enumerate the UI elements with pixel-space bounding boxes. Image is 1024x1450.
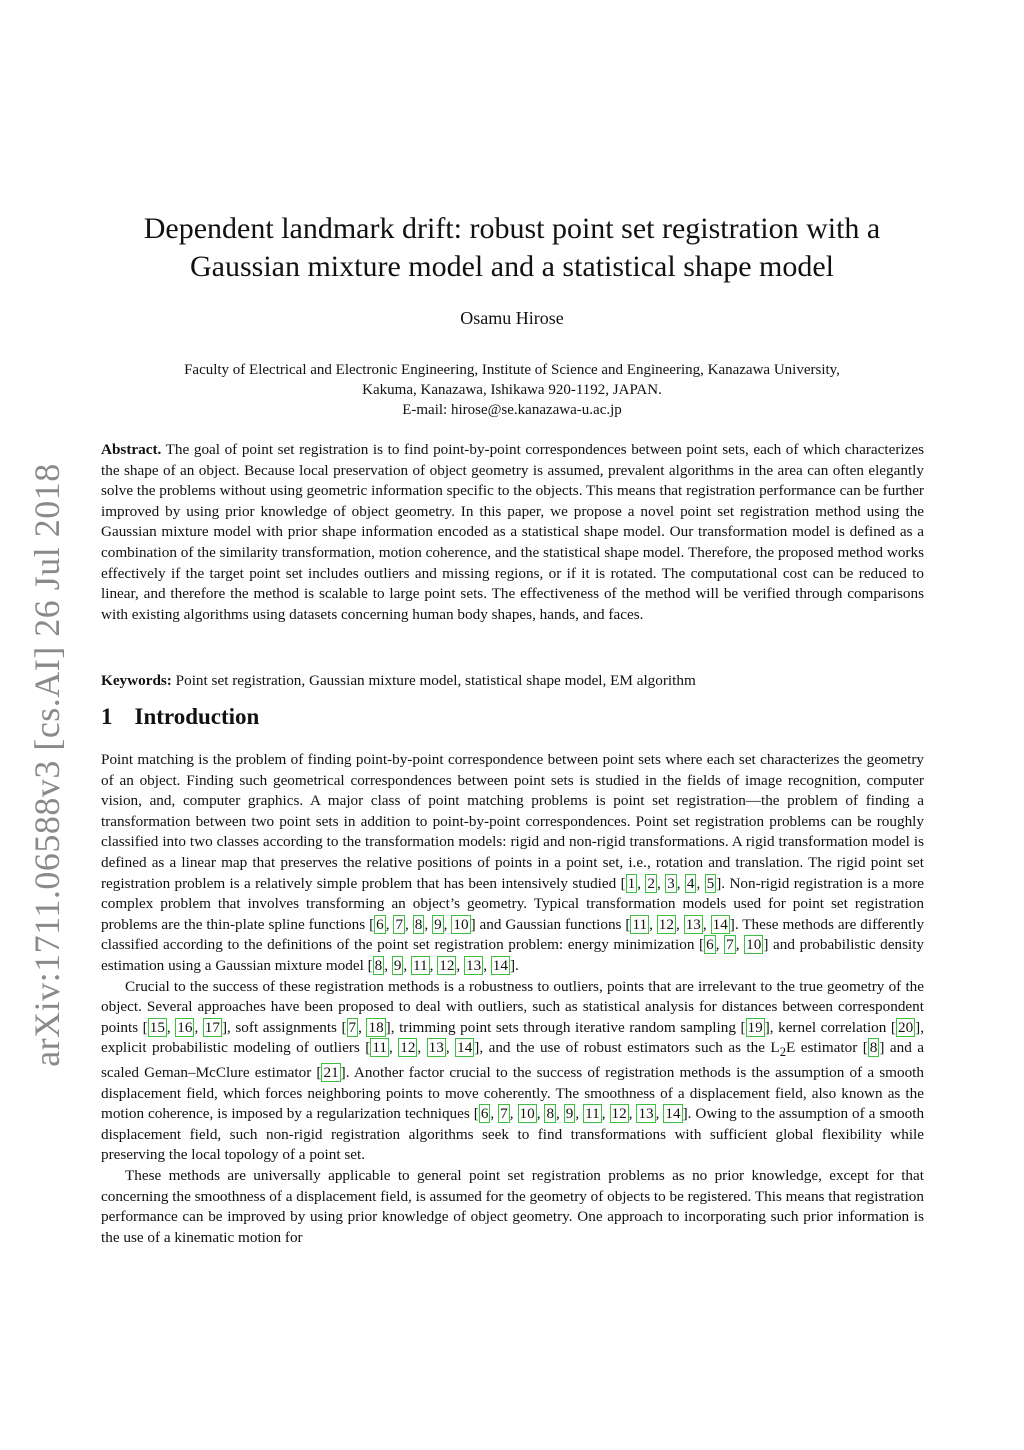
text-run: ], trimming point sets through iterative random sampling [ [385,1018,746,1036]
abstract-text: The goal of point set registration is to find point-by-point correspondences between point sets, each of which characterizes the shape of an object. Because local preservation of object geometry is assumed, prevalent algorithms in the area can often elegantly solve the problems without using geometric information specific to the objects. This means that registration performance can be further improved by using prior knowledge of object geometry. In this paper, we propose a novel point set registration method using the Gaussian mixture model with prior shape information encoded as a statistical shape model. Our transformation model is defined as a combination of the similarity transformation, motion coherence, and the statistical shape model. Therefore, the proposed method works effectively if the target point set includes outliers and missing regions, or if it is rotated. The computational cost can be reduced to linear, and therefore the method is scalable to large point sets. The effectiveness of the method will be verified through comparisons with existing algorithms using datasets concerning human body shapes, hands, and faces. [101,441,924,623]
title-line-1: Dependent landmark drift: robust point set registration with a [143,212,881,245]
text-run: ] and Gaussian functions [ [470,915,631,933]
keywords-text: Point set registration, Gaussian mixture model, statistical shape model, EM algorithm [175,672,696,689]
citation-link[interactable]: 9 [393,956,402,974]
author-affiliation [100,360,924,420]
citation-link[interactable]: 12 [658,915,674,933]
text-run: ]. These methods are differently classified according to the definitions of the point set registration problem: energy minimization [ [101,915,925,954]
text-run: Crucial to the success of these registration methods is a robustness to outliers, points that are irrelevant to the true geometry of the object. Several approaches have been proposed to deal with outliers, such as statistical analysis for distances between correspondent points [ [101,977,924,1036]
citation-link[interactable]: 12 [611,1105,627,1123]
text-run: ] and probabilistic density estimation using a Gaussian mixture model [ [101,936,925,974]
citation-link[interactable]: 8 [374,956,383,974]
section-number: 1 [101,704,113,729]
text-run: Point matching is the problem of finding point-by-point correspondence between point sets where each set characterizes the geometry of an object. Finding such geometrical correspondences between point sets is studied in the fields of image recognition, computer vision, and, computer graphics. A major class of point matching problems is point set registration—the problem of finding a transformation between two point sets in addition to point-by-point correspondences. Point set registration problems can be roughly classified into two classes according to the transformation models: rigid and non-rigid transformations. A rigid transformation model is defined as a linear map that preserves the relative positions of points in a point set, i.e., rotation and translation. The rigid point set registration problem is a relatively simple problem that has been intensively studied [ [101,751,924,892]
keywords [101,671,924,692]
citation-link[interactable]: 13 [638,1105,654,1123]
text-run: ]. Non-rigid registration is a more complex problem that involves transforming an object’s geometry. Typical transformation models used for point set registration problems are the thin-plate spline functions [ [101,874,925,933]
citation-link[interactable]: 6 [480,1105,489,1123]
keywords-label: Keywords: [101,672,172,689]
citation-link[interactable]: 15 [149,1018,165,1036]
citation-link[interactable]: 8 [546,1105,555,1123]
citation-link[interactable]: 11 [372,1039,387,1057]
citation-link[interactable]: 14 [665,1105,681,1123]
citation-link[interactable]: 19 [747,1018,763,1036]
text-run: E estimator [ [786,1039,868,1057]
citation-link[interactable]: 16 [177,1018,193,1036]
citation-link[interactable]: 11 [585,1105,600,1123]
affiliation-line-1: Faculty of Electrical and Electronic Engineering, Institute of Science and Engineering, Kanazawa University, [184,362,840,378]
citation-link[interactable]: 13 [685,915,701,933]
affiliation-line-2: Kakuma, Kanazawa, Ishikawa 920-1192, JAPAN. [362,382,662,398]
introduction-body [101,750,924,1248]
citation-link[interactable]: 7 [726,936,734,954]
citation-link[interactable]: 14 [712,915,728,933]
citation-link[interactable]: 12 [400,1039,416,1057]
abstract [101,440,924,625]
intro-paragraph-3: These methods are universally applicable to general point set registration problems as no prior knowledge, except for that concerning the smoothness of a displacement field, is assumed for the geometry of objects to be registered. This means that registration performance can be improved by using prior knowledge of object geometry. One approach to incorporating such prior information is the use of a kinematic motion for [101,1166,924,1246]
citation-link[interactable]: 14 [457,1039,473,1057]
citation-link[interactable]: 8 [869,1039,878,1057]
title-line-2: Gaussian mixture model and a statistical shape model [189,250,834,283]
author-name: Osamu Hirose [460,308,564,328]
intro-paragraph-1: Point matching is the problem of finding point-by-point correspondence between point sets where each set characterizes the geometry of an object. Finding such geometrical correspondences between point sets is studied in the fields of image recognition, computer vision, and, computer graphics. A major class of point matching problems is point set registration—the problem of finding a transformation between two point sets in addition to point-by-point correspondences. Point set registration problems can be roughly classified into two classes according to the transformation models: rigid and non-rigid transformations. A rigid transformation model is defined as a linear map that preserves the relative positions of points in a point set, i.e., rotation and translation. The rigid point set registration problem is a relatively simple problem that has been intensively studied [ 1 , 2 , 3 , 4 , 5 ]. Non-rigid registration is a more complex problem that involves transforming an object’s geometry. Typical transformation models used for point set registration problems are the thin-plate spline functions [ 6 , 7 , 8 , 9 , 10 ] and Gaussian functions [ 11 , 12 , 13 , 14 ]. These methods are differently classified according to the definitions of the point set registration problem: energy minimization [ 6 , 7 , 10 ] and probabilistic density estimation using a Gaussian mixture model [ 8 , 9 , 11 , 12 , 13 , 14 ]. [101,751,925,974]
text-run: ]. [509,956,519,974]
text-run: ], soft assignments [ [221,1018,347,1036]
subscript: 2 [779,1045,787,1060]
intro-paragraph-2: Crucial to the success of these registration methods is a robustness to outliers, points that are irrelevant to the true geometry of the object. Several approaches have been proposed to deal with outliers, such as statistical analysis for distances between correspondent points [ 15 , 16 , 17 ], soft assignments [ 7 , 18 ], trimming point sets through iterative random sampling [ 19 ], kernel correlation [ 20 ], explicit probabilistic modeling of outliers [ 11 , 12 , 13 , 14 ], and the use of robust estimators such as the $L_2E$ estimator [ 8 ] and a scaled Geman–McClure estimator [ 21 ]. Another factor crucial to the success of registration methods is the assumption of a smooth displacement field, which forces neighboring points to move coherently. The smoothness of a displacement field, also known as the motion coherence, is imposed by a regularization techniques [ 6 , 7 , 10 , 8 , 9 , 11 , 12 , 13 , 14 ]. Owing to the assumption of a smooth displacement field, such non-rigid registration algorithms seek to find transformations with sufficient global flexibility while preserving the local topology of a point set. [101,977,925,1164]
citation-link[interactable]: 10 [746,936,762,954]
abstract-label: Abstract. [101,441,162,458]
citation-link[interactable]: 7 [500,1105,508,1123]
section-heading-introduction [101,704,259,730]
citation-link[interactable]: 12 [439,956,455,974]
citation-link[interactable]: 9 [434,915,442,933]
citation-link[interactable]: 10 [453,915,469,933]
citation-link[interactable]: 9 [565,1105,574,1123]
citation-link[interactable]: 5 [706,874,715,892]
citation-link[interactable]: 7 [348,1018,357,1036]
text-run: ], and the use of robust estimators such as the L [474,1039,780,1057]
citation-link[interactable]: 18 [368,1018,384,1036]
affiliation-email: E-mail: hirose@se.kanazawa-u.ac.jp [402,402,622,418]
citation-link[interactable]: 11 [632,915,648,933]
citation-link[interactable]: 6 [376,915,384,933]
citation-link[interactable]: 3 [667,874,675,892]
paper-title [100,210,924,286]
text-run: ]. Another factor crucial to the success of registration methods is the assumption of a smooth displacement field, which forces neighboring points to move coherently. The smoothness of a displacement field, also known as the motion coherence, is imposed by a regularization techniques [ [101,1063,924,1123]
citation-link[interactable]: 11 [413,956,428,974]
citation-link[interactable]: 7 [395,915,404,933]
citation-link[interactable]: 1 [627,874,636,892]
text-run: ], kernel correlation [ [764,1018,896,1036]
citation-link[interactable]: 10 [519,1105,535,1123]
citation-link[interactable]: 6 [706,936,714,954]
citation-link[interactable]: 20 [897,1018,914,1036]
citation-link[interactable]: 8 [414,915,423,933]
citation-link[interactable]: 13 [466,956,482,974]
text-run: ]. Owing to the assumption of a smooth displacement field, such non-rigid registration algorithms seek to find transformations with sufficient global flexibility while preserving the local topology of a point set. [101,1105,925,1164]
arxiv-sidebar-stamp [20,463,74,1067]
text-run: ] and a scaled Geman–McClure estimator [ [101,1039,925,1081]
citation-link[interactable]: 17 [204,1018,220,1036]
section-title: Introduction [134,704,260,729]
citation-link[interactable]: 4 [686,874,695,892]
citation-link[interactable]: 14 [492,956,508,974]
citation-link[interactable]: 2 [647,874,655,892]
citation-link[interactable]: 21 [323,1063,339,1081]
text-run: ], explicit probabilistic modeling of outliers [ [101,1018,925,1057]
arxiv-identifier: arXiv:1711.06588v3 [cs.AI] 26 Jul 2018 [27,463,67,1067]
citation-link[interactable]: 13 [428,1039,444,1057]
